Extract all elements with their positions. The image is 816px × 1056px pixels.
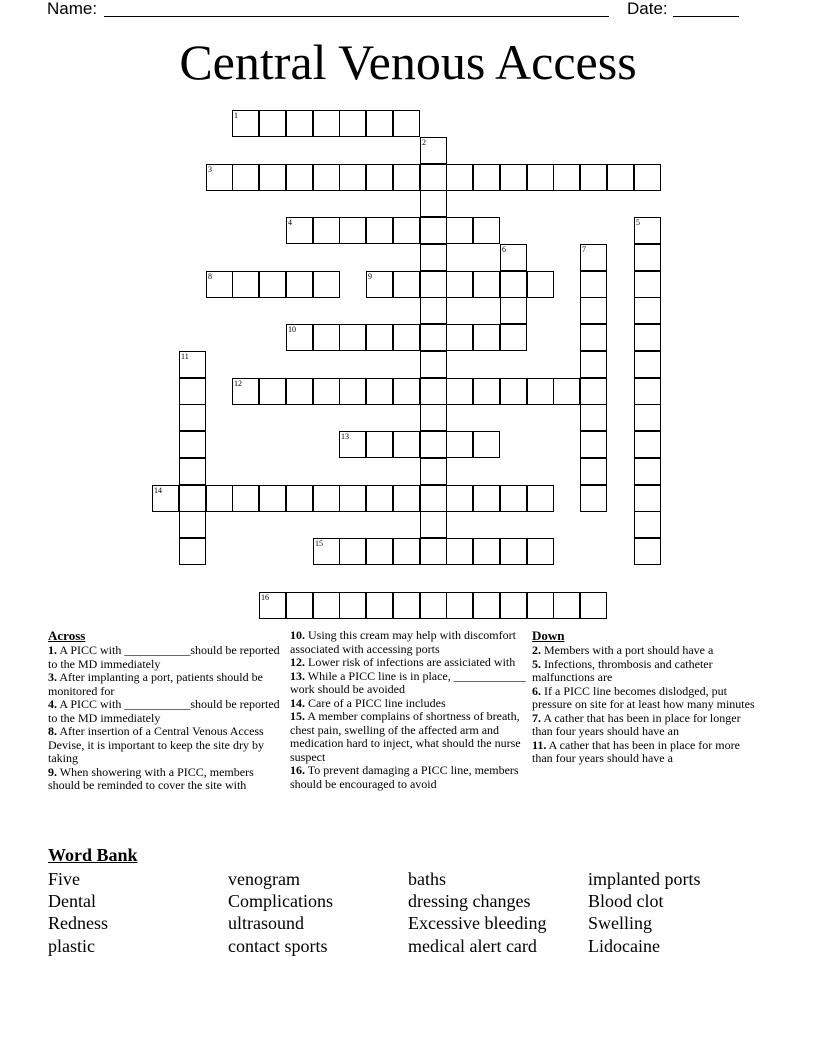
grid-cell[interactable] bbox=[473, 164, 500, 191]
grid-cell[interactable] bbox=[420, 538, 447, 565]
clue-text: A cather that has been in place for more than four years should have a bbox=[532, 737, 740, 765]
clue-number-label: 5 bbox=[636, 218, 640, 227]
clue-number: 2. bbox=[532, 643, 541, 657]
word-bank-item: contact sports bbox=[228, 936, 328, 956]
grid-cell[interactable] bbox=[420, 297, 447, 324]
clue-text: Using this cream may help with discomfort associated with accessing ports bbox=[290, 628, 516, 656]
grid-cell[interactable] bbox=[634, 351, 661, 378]
grid-cell[interactable] bbox=[527, 378, 554, 405]
grid-cell[interactable] bbox=[393, 110, 420, 137]
across-heading: Across bbox=[48, 628, 86, 643]
grid-cell[interactable] bbox=[313, 164, 340, 191]
grid-cell[interactable] bbox=[232, 271, 259, 298]
clue-number-label: 16 bbox=[261, 593, 269, 602]
grid-cell[interactable] bbox=[527, 485, 554, 512]
down-clue-7 bbox=[532, 712, 756, 739]
grid-cell[interactable] bbox=[259, 110, 286, 137]
grid-cell[interactable] bbox=[473, 378, 500, 405]
grid-cell[interactable] bbox=[634, 431, 661, 458]
grid-cell[interactable] bbox=[259, 271, 286, 298]
grid-cell[interactable] bbox=[420, 458, 447, 485]
word-bank-item: Blood clot bbox=[588, 891, 664, 911]
grid-cell[interactable] bbox=[580, 431, 607, 458]
grid-cell[interactable] bbox=[366, 217, 393, 244]
grid-cell[interactable] bbox=[473, 324, 500, 351]
grid-cell[interactable] bbox=[179, 458, 206, 485]
grid-cell[interactable] bbox=[446, 592, 473, 619]
grid-cell[interactable] bbox=[420, 271, 447, 298]
clue-text: Infections, thrombosis and catheter malfunctions are bbox=[532, 656, 713, 684]
grid-cell[interactable] bbox=[232, 485, 259, 512]
clue-number: 5. bbox=[532, 656, 541, 671]
clue-number: 8. bbox=[48, 724, 57, 738]
clue-text: A PICC with ___________should be reported to the MD immediately bbox=[48, 697, 280, 725]
grid-cell[interactable] bbox=[446, 485, 473, 512]
grid-cell[interactable] bbox=[339, 217, 366, 244]
clue-number-label: 14 bbox=[154, 486, 162, 495]
across-clue-16 bbox=[290, 764, 526, 791]
word-bank-item: plastic bbox=[48, 936, 95, 956]
clue-number-label: 7 bbox=[582, 245, 586, 254]
word-bank-item: Redness bbox=[48, 913, 108, 933]
grid-cell[interactable] bbox=[366, 324, 393, 351]
across-clue-10 bbox=[290, 629, 526, 656]
grid-cell[interactable] bbox=[339, 324, 366, 351]
grid-cell[interactable] bbox=[286, 164, 313, 191]
clue-text: A PICC with ___________should be reported to the MD immediately bbox=[48, 643, 280, 671]
grid-cell[interactable] bbox=[580, 378, 607, 405]
clue-text: Care of a PICC line includes bbox=[305, 695, 446, 710]
grid-cell[interactable] bbox=[634, 271, 661, 298]
grid-cell[interactable] bbox=[500, 538, 527, 565]
clue-number-label: 10 bbox=[288, 325, 296, 334]
grid-cell[interactable] bbox=[179, 511, 206, 538]
page-title: Central Venous Access bbox=[179, 34, 637, 90]
grid-cell[interactable] bbox=[634, 244, 661, 271]
date-label: Date: bbox=[627, 0, 668, 18]
grid-cell[interactable] bbox=[580, 297, 607, 324]
grid-cell[interactable] bbox=[446, 271, 473, 298]
grid-cell[interactable] bbox=[366, 110, 393, 137]
across-clue-3 bbox=[48, 671, 280, 698]
grid-cell[interactable] bbox=[446, 324, 473, 351]
grid-cell[interactable] bbox=[473, 217, 500, 244]
clue-number: 15. bbox=[290, 709, 305, 723]
grid-cell[interactable] bbox=[527, 538, 554, 565]
clue-number: 9. bbox=[48, 764, 57, 779]
grid-cell[interactable] bbox=[366, 164, 393, 191]
clue-number-label: 13 bbox=[341, 432, 349, 441]
grid-cell[interactable] bbox=[179, 378, 206, 405]
grid-cell[interactable] bbox=[634, 458, 661, 485]
grid-cell[interactable] bbox=[420, 324, 447, 351]
grid-cell[interactable] bbox=[313, 217, 340, 244]
clue-number-label: 9 bbox=[368, 272, 372, 281]
grid-cell[interactable] bbox=[634, 297, 661, 324]
grid-cell[interactable] bbox=[393, 378, 420, 405]
grid-cell[interactable] bbox=[580, 271, 607, 298]
grid-cell[interactable] bbox=[634, 485, 661, 512]
grid-cell[interactable] bbox=[393, 431, 420, 458]
grid-cell[interactable] bbox=[313, 485, 340, 512]
name-label: Name: bbox=[47, 0, 98, 18]
grid-cell[interactable] bbox=[420, 244, 447, 271]
grid-cell[interactable] bbox=[580, 458, 607, 485]
clue-text: When showering with a PICC, members should be reminded to cover the site with bbox=[48, 764, 254, 792]
clue-number: 3. bbox=[48, 670, 57, 684]
grid-cell[interactable] bbox=[580, 592, 607, 619]
clue-number-label: 8 bbox=[208, 272, 212, 281]
word-bank-item: Excessive bleeding bbox=[408, 913, 547, 933]
grid-cell[interactable] bbox=[313, 592, 340, 619]
grid-cell[interactable] bbox=[393, 592, 420, 619]
grid-cell[interactable] bbox=[446, 217, 473, 244]
grid-cell[interactable] bbox=[339, 378, 366, 405]
clue-text: After implanting a port, patients should be monitored for bbox=[48, 670, 263, 698]
grid-cell[interactable] bbox=[580, 404, 607, 431]
clue-number: 10. bbox=[290, 628, 305, 642]
grid-cell[interactable] bbox=[286, 592, 313, 619]
grid-cell[interactable] bbox=[607, 164, 634, 191]
grid-cell[interactable] bbox=[527, 164, 554, 191]
grid-cell[interactable] bbox=[500, 485, 527, 512]
clue-number-label: 15 bbox=[315, 539, 323, 548]
grid-cell[interactable] bbox=[420, 511, 447, 538]
grid-cell[interactable] bbox=[634, 378, 661, 405]
grid-cell[interactable] bbox=[366, 592, 393, 619]
across-clues-col2 bbox=[290, 629, 526, 791]
grid-cell[interactable] bbox=[500, 164, 527, 191]
grid-cell[interactable] bbox=[634, 404, 661, 431]
grid-cell[interactable] bbox=[259, 378, 286, 405]
clue-text: After insertion of a Central Venous Access Devise, it is important to keep the site dry by taking bbox=[48, 724, 264, 765]
grid-cell[interactable] bbox=[446, 378, 473, 405]
grid-cell[interactable] bbox=[286, 110, 313, 137]
grid-cell[interactable] bbox=[446, 164, 473, 191]
grid-cell[interactable] bbox=[527, 592, 554, 619]
grid-cell[interactable] bbox=[393, 217, 420, 244]
grid-cell[interactable] bbox=[286, 271, 313, 298]
word-bank-item: dressing changes bbox=[408, 891, 531, 911]
down-clue-2 bbox=[532, 644, 756, 658]
across-clues-col1 bbox=[48, 627, 280, 793]
word-bank-item: Lidocaine bbox=[588, 936, 660, 956]
grid-cell[interactable] bbox=[580, 324, 607, 351]
grid-cell[interactable] bbox=[393, 271, 420, 298]
grid-cell[interactable] bbox=[420, 404, 447, 431]
grid-cell[interactable] bbox=[473, 592, 500, 619]
clue-text: While a PICC line is in place, ____________ work should be avoided bbox=[290, 668, 526, 696]
grid-cell[interactable] bbox=[366, 431, 393, 458]
grid-cell[interactable] bbox=[553, 164, 580, 191]
clue-number-label: 4 bbox=[288, 218, 292, 227]
across-clue-14 bbox=[290, 697, 526, 711]
clue-number: 14. bbox=[290, 695, 305, 710]
grid-cell[interactable] bbox=[393, 538, 420, 565]
grid-cell[interactable] bbox=[500, 324, 527, 351]
grid-cell[interactable] bbox=[366, 378, 393, 405]
grid-cell[interactable] bbox=[366, 485, 393, 512]
clue-text: If a PICC line becomes dislodged, put pressure on site for at least how many minutes bbox=[532, 683, 755, 711]
word-bank-item: Swelling bbox=[588, 913, 653, 933]
clue-number-label: 2 bbox=[422, 138, 426, 147]
grid-cell[interactable] bbox=[580, 485, 607, 512]
clue-number-label: 6 bbox=[502, 245, 506, 254]
grid-cell[interactable] bbox=[339, 164, 366, 191]
down-clue-11 bbox=[532, 739, 756, 766]
grid-cell[interactable] bbox=[313, 271, 340, 298]
word-bank-item: implanted ports bbox=[588, 869, 701, 889]
clue-number: 6. bbox=[532, 683, 541, 698]
grid-cell[interactable] bbox=[420, 351, 447, 378]
grid-cell[interactable] bbox=[286, 378, 313, 405]
clue-number: 1. bbox=[48, 643, 57, 657]
grid-cell[interactable] bbox=[420, 592, 447, 619]
word-bank-item: Dental bbox=[48, 891, 96, 911]
word-bank-item: medical alert card bbox=[408, 936, 537, 956]
grid-cell[interactable] bbox=[473, 538, 500, 565]
down-clue-5 bbox=[532, 658, 756, 685]
grid-cell[interactable] bbox=[500, 271, 527, 298]
grid-cell[interactable] bbox=[527, 271, 554, 298]
grid-cell[interactable] bbox=[473, 271, 500, 298]
grid-cell[interactable] bbox=[393, 485, 420, 512]
grid-cell[interactable] bbox=[286, 485, 313, 512]
grid-cell[interactable] bbox=[420, 431, 447, 458]
grid-cell[interactable] bbox=[339, 538, 366, 565]
grid-cell[interactable] bbox=[634, 538, 661, 565]
grid-cell[interactable] bbox=[446, 431, 473, 458]
grid-cell[interactable] bbox=[313, 324, 340, 351]
word-bank-item: venogram bbox=[228, 869, 300, 889]
clue-number: 7. bbox=[532, 710, 541, 725]
grid-cell[interactable] bbox=[634, 324, 661, 351]
clue-text: A member complains of shortness of breath, chest pain, swelling of the affected arm and medication hard to inject, what should the nurse suspect bbox=[290, 709, 521, 764]
clue-number: 16. bbox=[290, 763, 305, 777]
grid-cell[interactable] bbox=[420, 217, 447, 244]
grid-cell[interactable] bbox=[259, 485, 286, 512]
clue-text: Members with a port should have a bbox=[541, 643, 714, 657]
grid-cell[interactable] bbox=[259, 164, 286, 191]
grid-cell[interactable] bbox=[420, 485, 447, 512]
clue-text: A cather that has been in place for longer than four years should have an bbox=[532, 710, 741, 738]
word-bank-item: ultrasound bbox=[228, 913, 304, 933]
grid-cell[interactable] bbox=[420, 378, 447, 405]
across-clue-9 bbox=[48, 766, 280, 793]
grid-cell[interactable] bbox=[553, 378, 580, 405]
down-heading: Down bbox=[532, 628, 565, 643]
grid-cell[interactable] bbox=[393, 164, 420, 191]
down-clue-6 bbox=[532, 685, 756, 712]
grid-cell[interactable] bbox=[500, 297, 527, 324]
clue-number: 13. bbox=[290, 668, 305, 683]
grid-cell[interactable] bbox=[179, 404, 206, 431]
grid-cell[interactable] bbox=[366, 538, 393, 565]
grid-cell[interactable] bbox=[206, 485, 233, 512]
across-clue-12 bbox=[290, 656, 526, 670]
grid-cell[interactable] bbox=[473, 485, 500, 512]
clue-number: 4. bbox=[48, 697, 57, 711]
grid-cell[interactable] bbox=[179, 538, 206, 565]
word-bank-item: Complications bbox=[228, 891, 333, 911]
word-bank-item: baths bbox=[408, 869, 446, 889]
across-clue-4 bbox=[48, 698, 280, 725]
grid-cell[interactable] bbox=[473, 431, 500, 458]
grid-cell[interactable] bbox=[446, 538, 473, 565]
across-clue-13 bbox=[290, 670, 526, 697]
grid-cell[interactable] bbox=[313, 378, 340, 405]
grid-cell[interactable] bbox=[500, 378, 527, 405]
grid-cell[interactable] bbox=[232, 164, 259, 191]
across-clue-15 bbox=[290, 710, 526, 764]
grid-cell[interactable] bbox=[634, 511, 661, 538]
across-clue-1 bbox=[48, 644, 280, 671]
across-clue-8 bbox=[48, 725, 280, 766]
grid-cell[interactable] bbox=[339, 592, 366, 619]
grid-cell[interactable] bbox=[179, 485, 206, 512]
clue-text: To prevent damaging a PICC line, members should be encouraged to avoid bbox=[290, 763, 519, 791]
grid-cell[interactable] bbox=[339, 110, 366, 137]
grid-cell[interactable] bbox=[393, 324, 420, 351]
grid-cell[interactable] bbox=[634, 164, 661, 191]
clue-number-label: 1 bbox=[234, 111, 238, 120]
grid-cell[interactable] bbox=[179, 431, 206, 458]
grid-cell[interactable] bbox=[553, 592, 580, 619]
grid-cell[interactable] bbox=[580, 164, 607, 191]
grid-cell[interactable] bbox=[420, 190, 447, 217]
clue-number: 11. bbox=[532, 737, 547, 752]
grid-cell[interactable] bbox=[313, 110, 340, 137]
grid-cell[interactable] bbox=[500, 592, 527, 619]
grid-cell[interactable] bbox=[580, 351, 607, 378]
down-clues-col bbox=[532, 627, 756, 766]
clue-number-label: 12 bbox=[234, 379, 242, 388]
grid-cell[interactable] bbox=[339, 485, 366, 512]
clue-number-label: 3 bbox=[208, 165, 212, 174]
clue-number: 12. bbox=[290, 655, 305, 669]
word-bank-item: Five bbox=[48, 869, 81, 889]
clue-number-label: 11 bbox=[181, 352, 189, 361]
clue-text: Lower risk of infections are assiciated with bbox=[305, 655, 516, 669]
grid-cell[interactable] bbox=[420, 164, 447, 191]
word-bank-title: Word Bank bbox=[48, 845, 138, 865]
